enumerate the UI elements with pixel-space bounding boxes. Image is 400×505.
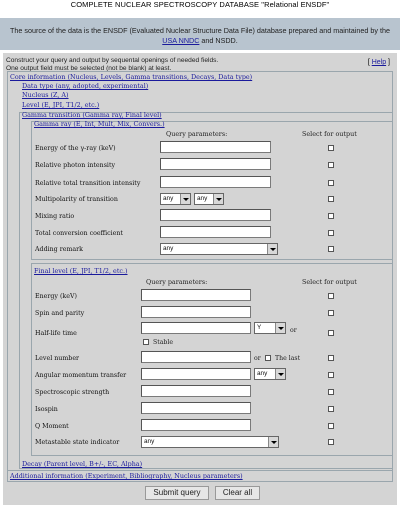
half-life-label: Half-life time xyxy=(35,330,77,337)
conversion-coeff-input[interactable] xyxy=(160,226,271,238)
metastable-label: Metastable state indicator xyxy=(35,439,120,446)
final-energy-output-checkbox[interactable] xyxy=(328,293,334,299)
angular-momentum-output-checkbox[interactable] xyxy=(328,372,334,378)
angular-momentum-label: Angular momentum transfer xyxy=(35,372,127,379)
adding-remark-select-value: any xyxy=(163,245,174,252)
additional-information-link[interactable]: Additional information (Experiment, Bibliography, Nucleus parameters) xyxy=(10,472,243,480)
adding-remark-select[interactable] xyxy=(160,243,278,255)
chevron-down-icon xyxy=(268,437,278,447)
half-life-input[interactable] xyxy=(141,322,251,334)
spectroscopic-strength-input[interactable] xyxy=(141,385,251,397)
level-number-label: Level number xyxy=(35,355,80,362)
level-number-input[interactable] xyxy=(141,351,251,363)
intro-text-end: and NSDD. xyxy=(199,36,238,45)
gamma-energy-label: Energy of the γ-ray (keV) xyxy=(35,145,116,152)
submit-query-button[interactable]: Submit query xyxy=(145,486,209,500)
total-transition-label: Relative total transition intensity xyxy=(35,180,141,187)
level-link[interactable]: Level (E, JPI, T1/2, etc.) xyxy=(22,101,100,109)
chevron-down-icon xyxy=(213,194,223,204)
metastable-select[interactable] xyxy=(141,436,279,448)
spin-parity-input[interactable] xyxy=(141,306,251,318)
chevron-down-icon xyxy=(267,244,277,254)
clear-all-button[interactable]: Clear all xyxy=(215,486,260,500)
spectroscopic-strength-label: Spectroscopic strength xyxy=(35,389,110,396)
core-information-link[interactable]: Core information (Nucleus, Levels, Gamma transitions, Decays, Data type) xyxy=(10,73,253,81)
spectroscopic-strength-output-checkbox[interactable] xyxy=(328,389,334,395)
photon-intensity-output-checkbox[interactable] xyxy=(328,162,334,168)
q-moment-input[interactable] xyxy=(141,419,251,431)
mixing-ratio-output-checkbox[interactable] xyxy=(328,213,334,219)
intro-text: The source of the data is the ENSDF (Evaluated Nuclear Structure Data File) database prepared and maintained by the xyxy=(10,26,390,35)
final-level-link[interactable]: Final level (E, JPI, T1/2, etc.) xyxy=(34,267,128,275)
isospin-input[interactable] xyxy=(141,402,251,414)
nucleus-link[interactable]: Nucleus (Z, A) xyxy=(22,91,69,99)
total-transition-input[interactable] xyxy=(160,176,271,188)
half-life-unit-value: Y xyxy=(257,324,262,331)
page-title: COMPLETE NUCLEAR SPECTROSCOPY DATABASE "Relational ENSDF" xyxy=(70,0,330,9)
gamma-energy-input[interactable] xyxy=(160,141,271,153)
the-last-label: The last xyxy=(275,355,301,362)
level-number-or: or xyxy=(254,355,261,362)
multipolarity-select-2-value: any xyxy=(197,195,208,202)
mixing-ratio-label: Mixing ratio xyxy=(35,213,75,220)
data-type-link[interactable]: Data type (any, adopted, experimental) xyxy=(22,82,149,90)
half-life-or: or xyxy=(290,327,297,334)
photon-intensity-input[interactable] xyxy=(160,158,271,170)
multipolarity-select-1[interactable] xyxy=(160,193,191,205)
final-output-header: Select for output xyxy=(302,278,357,286)
final-energy-input[interactable] xyxy=(141,289,251,301)
gamma-ray-link[interactable]: Gamma ray (E, Int, Mult, Mix, Convers.) xyxy=(34,120,165,128)
half-life-unit-select[interactable] xyxy=(254,322,286,334)
angular-momentum-select-value: any xyxy=(257,370,268,377)
photon-intensity-label: Relative photon intensity xyxy=(35,162,116,169)
q-moment-label: Q Moment xyxy=(35,423,69,430)
conversion-coeff-label: Total conversion coefficient xyxy=(35,230,123,237)
chevron-down-icon xyxy=(180,194,190,204)
help-bracket-open: [ xyxy=(367,59,372,66)
stable-label: Stable xyxy=(153,339,174,346)
help-bracket-close: ] xyxy=(386,59,390,66)
chevron-down-icon xyxy=(275,323,285,333)
instructions-line-2: One output field must be selected (not be blank) at least. xyxy=(6,64,172,72)
isospin-label: Isospin xyxy=(35,406,58,413)
multipolarity-output-checkbox[interactable] xyxy=(328,196,334,202)
adding-remark-output-checkbox[interactable] xyxy=(328,246,334,252)
multipolarity-label: Multipolarity of transition xyxy=(35,196,118,203)
gamma-energy-output-checkbox[interactable] xyxy=(328,145,334,151)
adding-remark-label: Adding remark xyxy=(35,246,83,253)
spin-parity-label: Spin and parity xyxy=(35,310,85,317)
metastable-output-checkbox[interactable] xyxy=(328,439,334,445)
instructions xyxy=(6,57,218,72)
final-query-header: Query parameters: xyxy=(146,278,208,286)
help-link[interactable]: Help xyxy=(371,59,387,66)
half-life-output-checkbox[interactable] xyxy=(328,330,334,336)
angular-momentum-input[interactable] xyxy=(141,368,251,380)
intro-banner xyxy=(0,18,400,50)
gamma-output-header: Select for output xyxy=(302,130,357,138)
angular-momentum-select[interactable] xyxy=(254,368,286,380)
stable-checkbox[interactable] xyxy=(143,339,149,345)
multipolarity-select-1-value: any xyxy=(163,195,174,202)
conversion-coeff-output-checkbox[interactable] xyxy=(328,230,334,236)
gamma-query-header: Query parameters: xyxy=(166,130,228,138)
q-moment-output-checkbox[interactable] xyxy=(328,423,334,429)
isospin-output-checkbox[interactable] xyxy=(328,406,334,412)
multipolarity-select-2[interactable] xyxy=(194,193,224,205)
metastable-select-value: any xyxy=(144,438,155,445)
mixing-ratio-input[interactable] xyxy=(160,209,271,221)
help-link-wrap xyxy=(368,59,390,66)
decay-link[interactable]: Decay (Parent level, B+/-, EC, Alpha) xyxy=(22,460,143,468)
gamma-transition-link[interactable]: Gamma transition (Gamma ray, Final level) xyxy=(22,111,162,119)
level-number-output-checkbox[interactable] xyxy=(328,355,334,361)
spin-parity-output-checkbox[interactable] xyxy=(328,310,334,316)
total-transition-output-checkbox[interactable] xyxy=(328,180,334,186)
instructions-line-1: Construct your query and output by sequental openings of needed fields. xyxy=(6,57,219,64)
usa-nndc-link[interactable]: USA NNDC xyxy=(162,36,200,45)
the-last-checkbox[interactable] xyxy=(265,355,271,361)
final-energy-label: Energy (keV) xyxy=(35,293,77,300)
chevron-down-icon xyxy=(275,369,285,379)
